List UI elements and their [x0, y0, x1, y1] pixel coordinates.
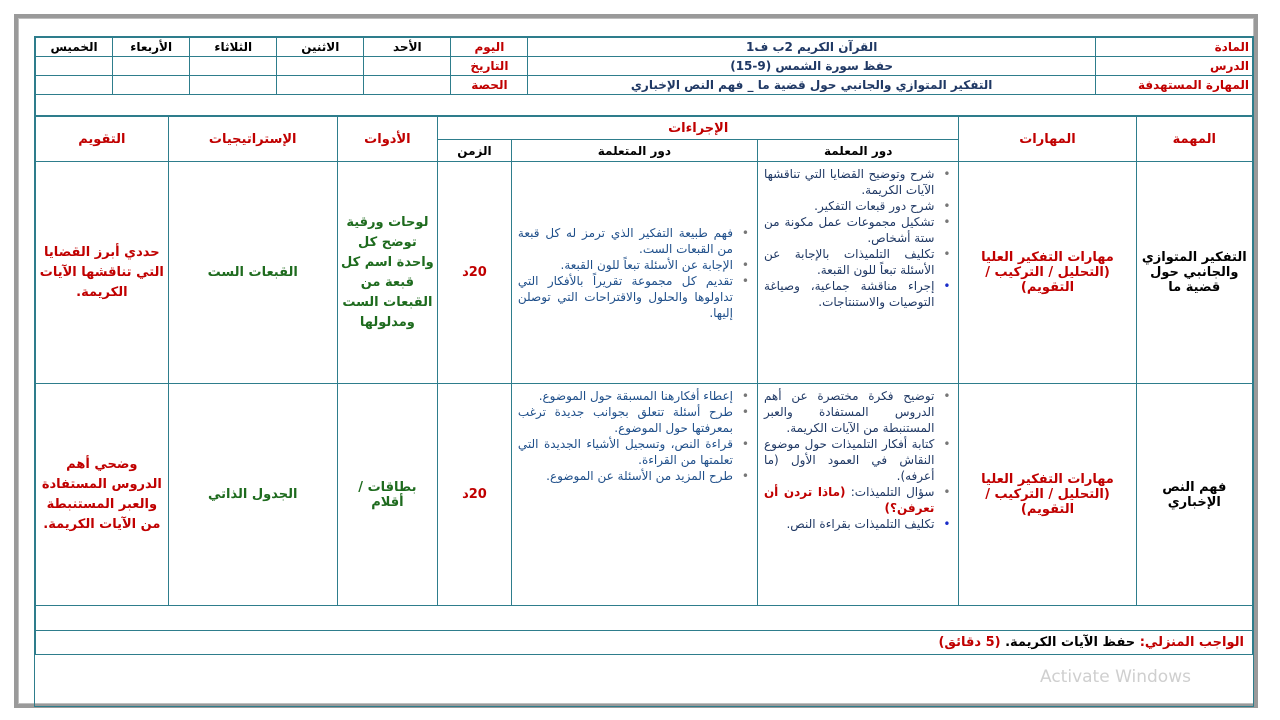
date-cell — [190, 57, 277, 76]
row2-teacher-list — [764, 388, 952, 532]
period-label: الحصة — [451, 76, 528, 95]
period-cell — [113, 76, 190, 95]
list-item: • طرح أسئلة تتعلق بجوانب جديدة ترغب بمعرفتها حول الموضوع. — [518, 404, 733, 436]
row2-tools: بطاقات / أقلام — [337, 384, 437, 606]
col-tools: الأدوات — [337, 117, 437, 162]
col-teacher-role: دور المعلمة — [757, 140, 958, 162]
question-prefix: سؤال التلميذات: — [850, 485, 935, 499]
activate-windows-watermark: Activate Windows — [1040, 667, 1191, 687]
list-item: • فهم طبيعة التفكير الذي ترمز له كل قبعة من القبعات الست. — [518, 225, 733, 257]
day-col-tuesday: الثلاثاء — [190, 38, 277, 57]
period-cell — [36, 76, 113, 95]
header-table — [35, 37, 1253, 116]
spacer-row — [36, 95, 1253, 116]
lesson-label: الدرس — [1095, 57, 1252, 76]
spacer-row — [36, 606, 1253, 631]
list-item: • الإجابة عن الأسئلة تبعاً للون القبعة. — [518, 257, 733, 273]
row1-assessment: حددي أبرز القضايا التي تناقشها الآيات الكريمة. — [36, 162, 169, 384]
list-item: • طرح المزيد من الأسئلة عن الموضوع. — [518, 468, 733, 484]
period-cell — [277, 76, 364, 95]
homework-text: حفظ الآيات الكريمة. — [1005, 635, 1136, 650]
subject-value: القرآن الكريم 2ب ف1 — [528, 38, 1095, 57]
list-item: • إجراء مناقشة جماعية، وصياغة التوصيات والاستنتاجات. — [764, 278, 934, 310]
col-task: المهمة — [1136, 117, 1252, 162]
list-item: • شرح وتوضيح القضايا التي تناقشها الآيات الكريمة. — [764, 166, 934, 198]
row1-teacher-role — [757, 162, 958, 384]
list-item: • تشكيل مجموعات عمل مكونة من ستة أشخاص. — [764, 214, 934, 246]
row1-student-role — [511, 162, 757, 384]
row1-student-list — [518, 225, 751, 321]
row2-time: 20د — [438, 384, 512, 606]
date-cell — [277, 57, 364, 76]
row2-teacher-role — [757, 384, 958, 606]
date-cell — [113, 57, 190, 76]
row1-time: 20د — [438, 162, 512, 384]
page-frame — [14, 14, 1258, 708]
list-item — [764, 484, 934, 516]
day-col-thursday: الخميس — [36, 38, 113, 57]
skill-value: التفكير المتوازي والجانبي حول قضية ما _ فهم النص الإخباري — [528, 76, 1095, 95]
col-assessment: التقويم — [36, 117, 169, 162]
col-procedures: الإجراءات — [438, 117, 959, 140]
col-time: الزمن — [438, 140, 512, 162]
row2-task: فهم النص الإخباري — [1136, 384, 1252, 606]
subject-label: المادة — [1095, 38, 1252, 57]
col-student-role: دور المتعلمة — [511, 140, 757, 162]
lesson-plan — [34, 36, 1254, 707]
col-skills: المهارات — [959, 117, 1136, 162]
day-col-wednesday: الأربعاء — [113, 38, 190, 57]
row1-tools: لوحات ورقية توضح كل واحدة اسم كل قبعة من القبعات الست ومدلولها — [337, 162, 437, 384]
list-item: • كتابة أفكار التلميذات حول موضوع النقاش في العمود الأول (ما أعرفه). — [764, 436, 934, 484]
list-item: • تكليف التلميذات بالإجابة عن الأسئلة تبعاً للون القبعة. — [764, 246, 934, 278]
row2-student-list — [518, 388, 751, 484]
period-cell — [190, 76, 277, 95]
row2-student-role — [511, 384, 757, 606]
lesson-value: حفظ سورة الشمس (9-15) — [528, 57, 1095, 76]
row2-assessment: وضحي أهم الدروس المستفادة والعبر المستنبطة من الآيات الكريمة. — [36, 384, 169, 606]
homework-row — [36, 631, 1253, 655]
list-item: • قراءة النص، وتسجيل الأشياء الجديدة التي تعلمتها من القراءة. — [518, 436, 733, 468]
list-item: • تقديم كل مجموعة تقريراً بالأفكار التي تداولوها والحلول والاقتراحات التي توصلن إليها. — [518, 273, 733, 321]
row1-strategy: القبعات الست — [168, 162, 337, 384]
date-cell — [36, 57, 113, 76]
row1-skills: مهارات التفكير العليا (التحليل / التركيب / التقويم) — [959, 162, 1136, 384]
day-col-monday: الاثنين — [277, 38, 364, 57]
row2-strategy: الجدول الذاتي — [168, 384, 337, 606]
list-item: • شرح دور قبعات التفكير. — [764, 198, 934, 214]
row2-skills: مهارات التفكير العليا (التحليل / التركيب / التقويم) — [959, 384, 1136, 606]
date-cell — [364, 57, 451, 76]
col-strategies: الإستراتيجيات — [168, 117, 337, 162]
list-item: • تكليف التلميذات بقراءة النص. — [764, 516, 934, 532]
list-item: • توضيح فكرة مختصرة عن أهم الدروس المستفادة والعبر المستنبطة من الآيات الكريمة. — [764, 388, 934, 436]
date-label: التاريخ — [451, 57, 528, 76]
question-highlight: (ماذا تردن أن تعرفن؟) — [763, 485, 935, 515]
homework-label: الواجب المنزلي: — [1139, 635, 1244, 650]
row1-task: التفكير المتوازي والجانبي حول قضية ما — [1136, 162, 1252, 384]
day-label: اليوم — [451, 38, 528, 57]
day-col-sunday: الأحد — [364, 38, 451, 57]
list-item: • إعطاء أفكارهنا المسبقة حول الموضوع. — [518, 388, 733, 404]
homework-time: (5 دقائق) — [938, 635, 1001, 650]
period-cell — [364, 76, 451, 95]
procedures-table — [35, 116, 1253, 655]
row1-teacher-list — [764, 166, 952, 310]
skill-label: المهارة المستهدفة — [1095, 76, 1252, 95]
